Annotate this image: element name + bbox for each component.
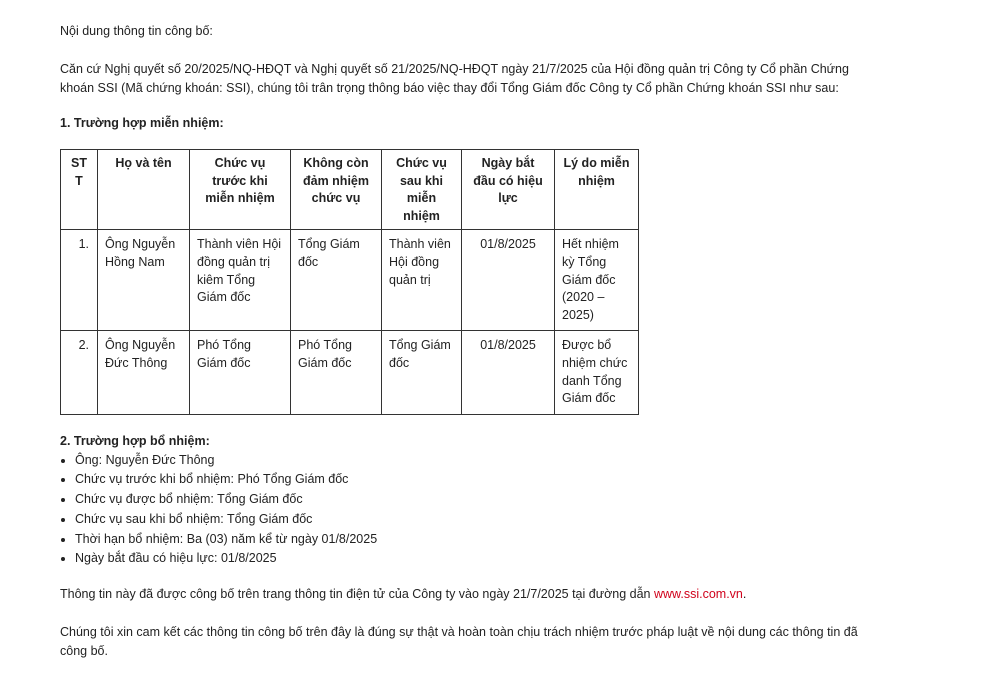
publication-text: Thông tin này đã được công bố trên trang thông tin điện tử của Công ty vào ngày 21/7/2025 tại đường dẫn xyxy=(60,586,654,601)
header-stt: STT xyxy=(61,150,98,230)
cell-name: Ông Nguyễn Đức Thông xyxy=(98,331,190,414)
cell-position-after: Tổng Giám đốc xyxy=(382,331,462,414)
table-row xyxy=(61,331,639,414)
list-item: • Ngày bắt đầu có hiệu lực: 01/8/2025 xyxy=(75,549,880,569)
dismissal-section-title: 1. Trường hợp miễn nhiệm: xyxy=(60,116,224,130)
cell-no-longer-holding: Tổng Giám đốc xyxy=(291,230,382,331)
intro-text: Nội dung thông tin công bố: xyxy=(60,24,213,38)
publication-end: . xyxy=(742,586,747,601)
cell-effective-date: 01/8/2025 xyxy=(462,230,555,331)
cell-reason: Được bổ nhiệm chức danh Tổng Giám đốc xyxy=(555,331,639,414)
cell-name: Ông Nguyễn Hồng Nam xyxy=(98,230,190,331)
article-body xyxy=(60,22,880,661)
cell-position-before: Phó Tổng Giám đốc xyxy=(190,331,291,414)
list-item: • Chức vụ được bổ nhiệm: Tổng Giám đốc xyxy=(75,490,880,510)
list-item: • Ông: Nguyễn Đức Thông xyxy=(75,451,880,471)
commitment-paragraph: Chúng tôi xin cam kết các thông tin công bố trên đây là đúng sự thật và hoàn toàn chịu trách nhiệm trước pháp luật về nội dung các thông tin đã công bố. xyxy=(60,624,858,658)
cell-reason: Hết nhiệm kỳ Tổng Giám đốc (2020 – 2025) xyxy=(555,230,639,331)
appointment-list xyxy=(60,451,880,569)
cell-position-before: Thành viên Hội đồng quản trị kiêm Tổng Giám đốc xyxy=(190,230,291,331)
table-row xyxy=(61,230,639,331)
header-effective-date: Ngày bắt đầu có hiệu lực xyxy=(462,150,555,230)
cell-effective-date: 01/8/2025 xyxy=(462,331,555,414)
appointment-section-title: 2. Trường hợp bổ nhiệm: xyxy=(60,433,210,448)
header-reason: Lý do miễn nhiệm xyxy=(555,150,639,230)
cell-stt: 2. xyxy=(61,331,98,414)
header-position-before: Chức vụ trước khi miễn nhiệm xyxy=(190,150,291,230)
header-no-longer-holding: Không còn đảm nhiệm chức vụ xyxy=(291,150,382,230)
header-name: Họ và tên xyxy=(98,150,190,230)
dismissal-table xyxy=(60,149,639,415)
list-item: • Thời hạn bổ nhiệm: Ba (03) năm kể từ ngày 01/8/2025 xyxy=(75,530,880,550)
table-header-row xyxy=(61,150,639,230)
announcement-paragraph: Căn cứ Nghị quyết số 20/2025/NQ-HĐQT và Nghị quyết số 21/2025/NQ-HĐQT ngày 21/7/2025 của Hội đồng quản trị Công ty Cổ phần Chứng khoán SSI (Mã chứng khoán: SSI), chúng tôi trân trọng thông báo việc thay đổi Tổng Giám đốc Công ty Cổ phần Chứng khoán SSI như sau: xyxy=(60,62,849,95)
list-item: • Chức vụ trước khi bổ nhiệm: Phó Tổng Giám đốc xyxy=(75,470,880,490)
list-item: • Chức vụ sau khi bổ nhiệm: Tổng Giám đốc xyxy=(75,510,880,530)
header-position-after: Chức vụ sau khi miễn nhiệm xyxy=(382,150,462,230)
publication-paragraph xyxy=(60,585,880,604)
cell-stt: 1. xyxy=(61,230,98,331)
cell-no-longer-holding: Phó Tổng Giám đốc xyxy=(291,331,382,414)
cell-position-after: Thành viên Hội đồng quản trị xyxy=(382,230,462,331)
ssi-website-link[interactable]: www.ssi.com.vn xyxy=(653,586,743,601)
